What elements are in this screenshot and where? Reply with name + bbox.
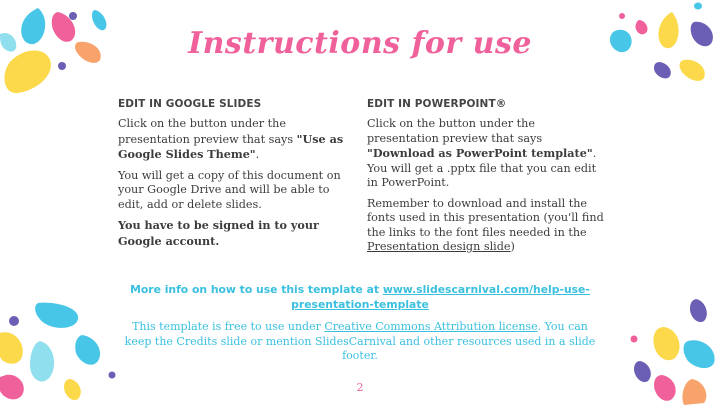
license-text-start: This template is free to use under	[132, 320, 325, 333]
google-slides-heading: EDIT IN GOOGLE SLIDES	[118, 98, 262, 110]
slide-title: Instructions for use	[188, 26, 532, 61]
more-info-line	[130, 283, 590, 312]
powerpoint-step-1-end: . You will get a .pptx file that you can edit in PowerPoint.	[367, 147, 597, 189]
powerpoint-step-1-text: Click on the button under the presentation preview that says	[367, 117, 543, 145]
powerpoint-instructions	[367, 98, 607, 261]
google-signin-text: You have to be signed in to your Google account.	[118, 218, 319, 248]
page-number: 2	[356, 381, 364, 394]
powerpoint-step-1	[367, 117, 607, 191]
download-powerpoint-label: "Download as PowerPoint template"	[367, 146, 593, 160]
creative-commons-link[interactable]: Creative Commons Attribution license	[324, 320, 538, 333]
license-text-end: . You can keep the Credits slide or mention SlidesCarnival and other resources used in a slide footer.	[124, 320, 596, 362]
google-slides-instructions	[118, 98, 350, 255]
fonts-note-text: Remember to download and install the fonts used in this presentation (you'll find the links to the font files needed in the	[367, 196, 604, 239]
fonts-note-end: )	[510, 240, 515, 253]
presentation-design-slide-link[interactable]: Presentation design slide	[367, 240, 511, 253]
google-slides-step-1-end: .	[255, 148, 260, 161]
google-slides-step-1-text: Click on the button under the presentation preview that says	[118, 117, 297, 146]
help-template-link[interactable]: www.slidescarnival.com/help-use-presentation-template	[291, 283, 590, 311]
more-info-text: More info on how to use this template at	[130, 283, 383, 296]
license-note	[120, 320, 600, 364]
google-slides-theme-label: "Use as Google Slides Theme"	[118, 131, 344, 161]
google-slides-step-1	[118, 117, 350, 163]
google-slides-step-2: You will get a copy of this document on your Google Drive and will be able to edit, add or delete slides.	[118, 168, 341, 211]
powerpoint-heading: EDIT IN POWERPOINT®	[367, 98, 507, 110]
powerpoint-fonts-note	[367, 197, 607, 255]
google-slides-signin-note	[118, 218, 350, 249]
